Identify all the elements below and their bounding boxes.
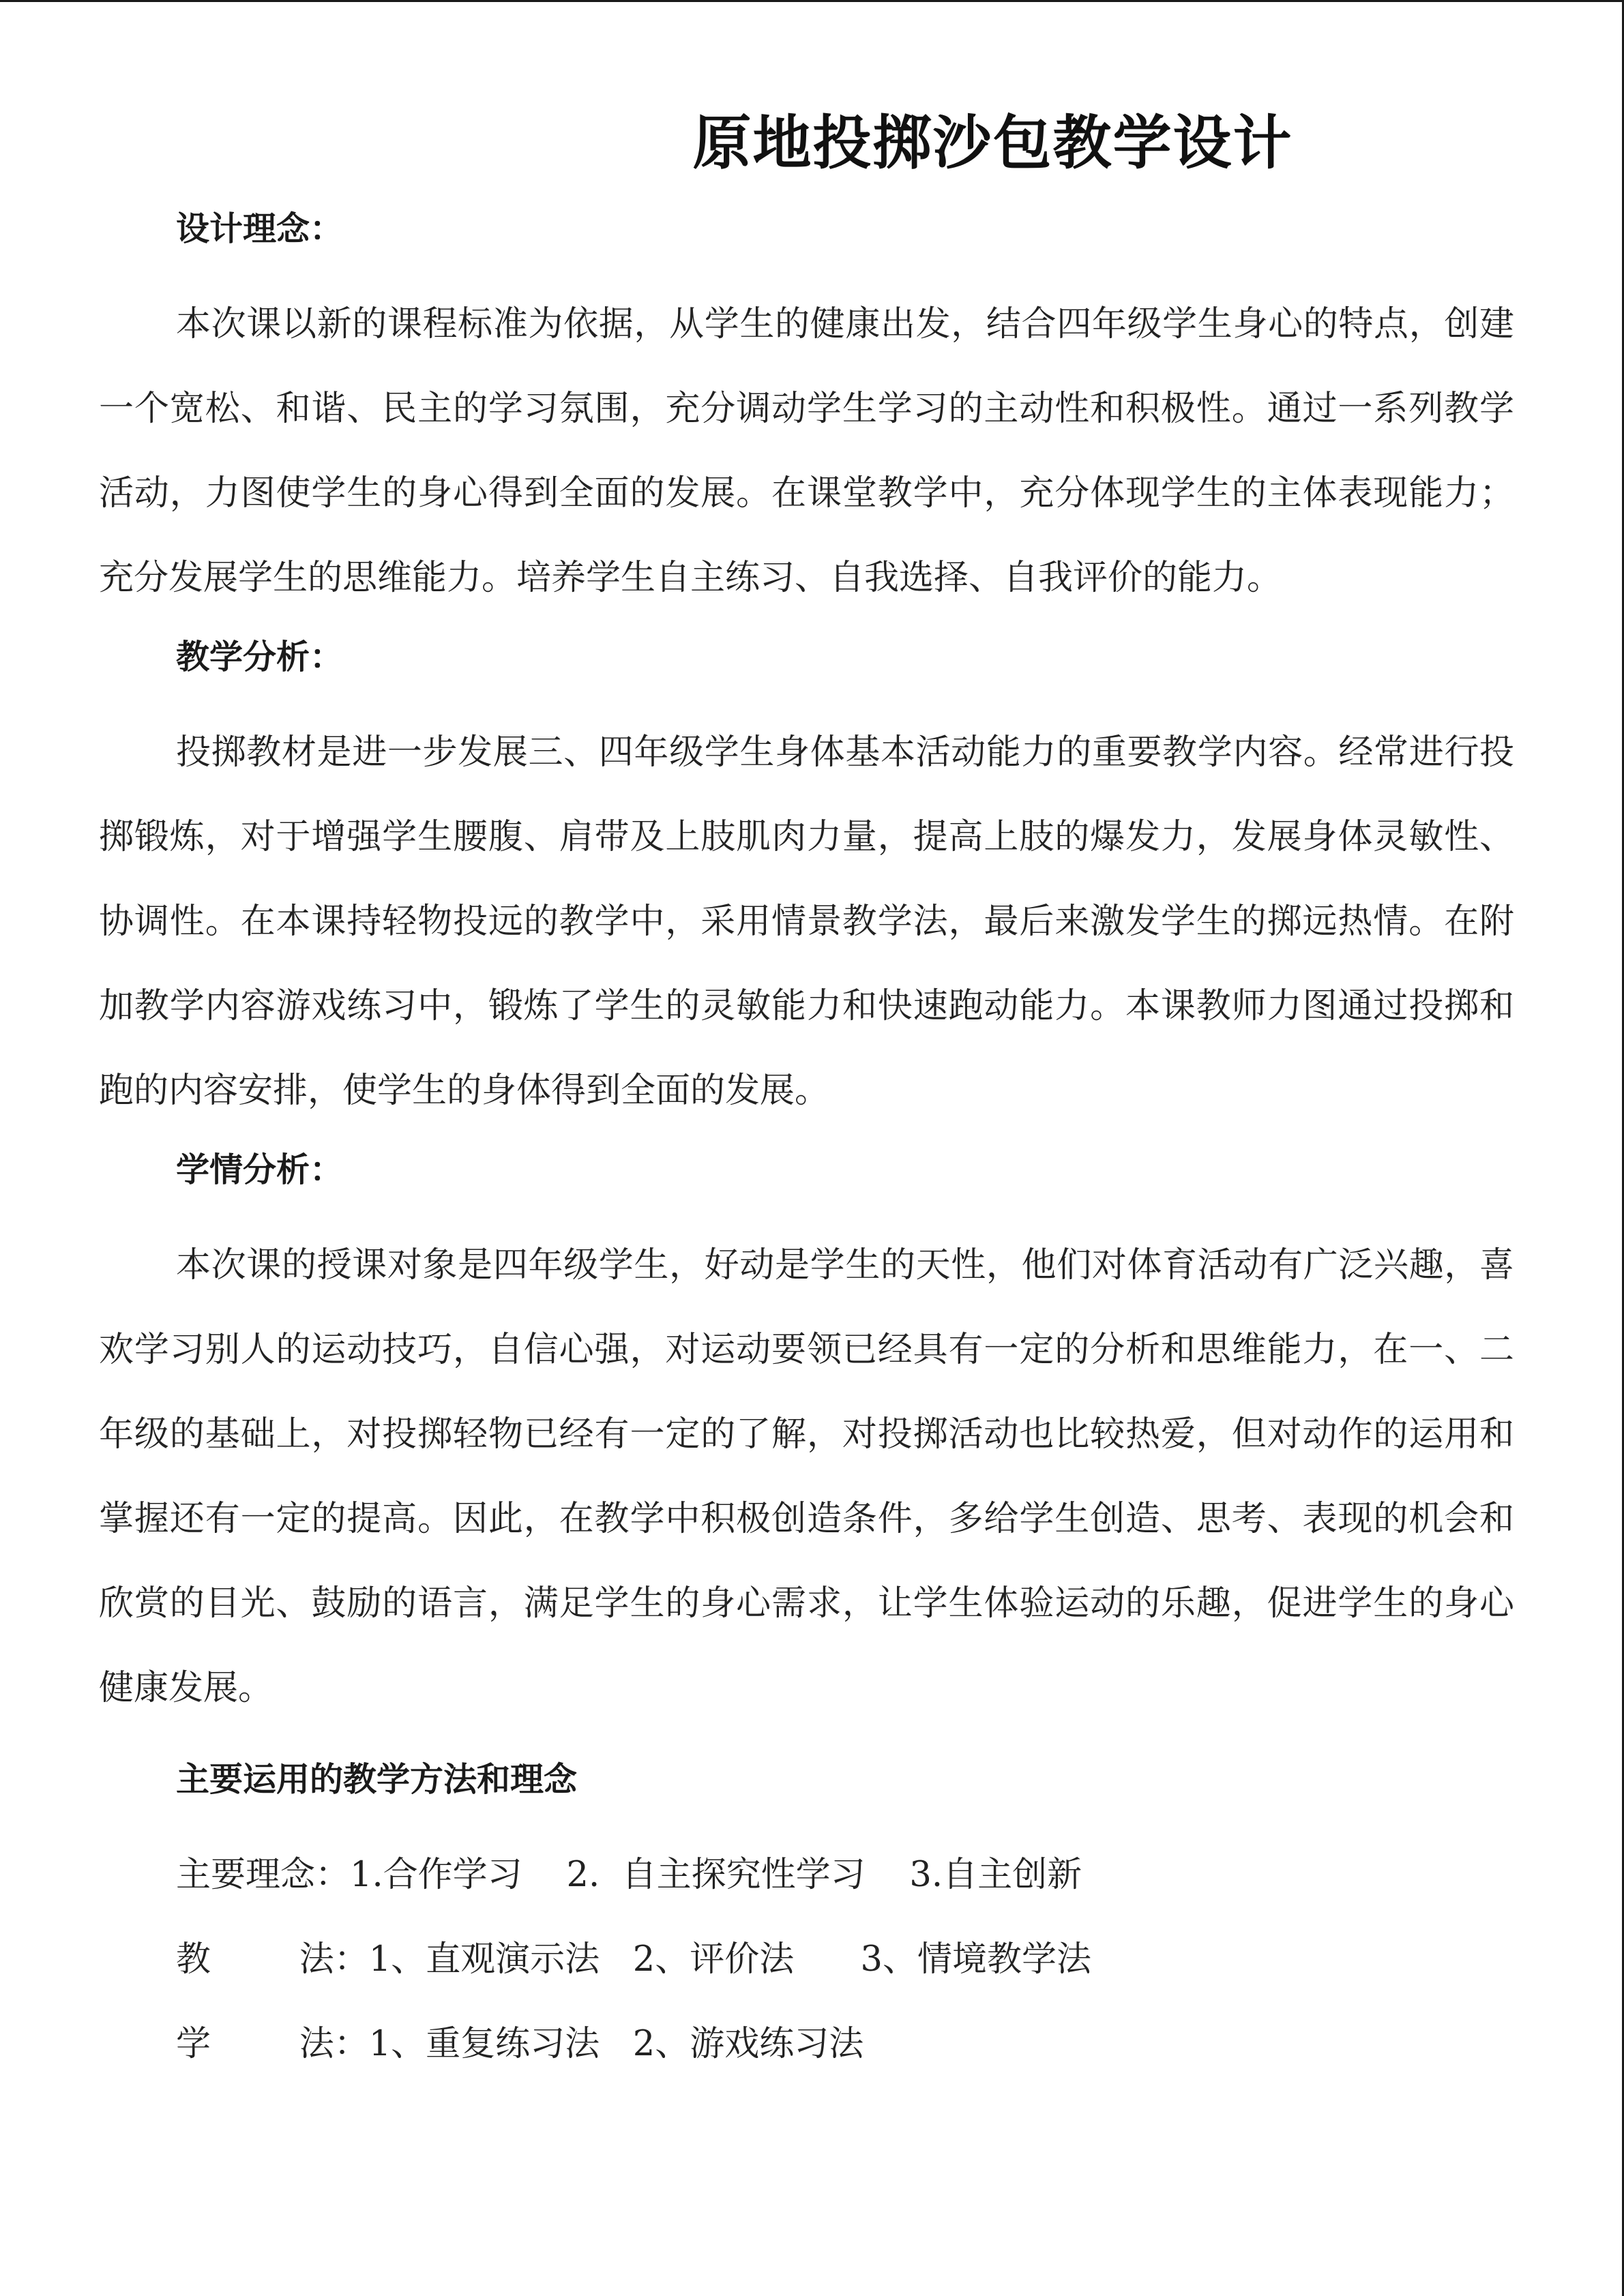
section-heading-methods: 主要运用的教学方法和理念 [176, 1759, 578, 1799]
page-border-top [0, 0, 1624, 2]
paragraph-student-analysis: 本次课的授课对象是四年级学生，好动是学生的天性，他们对体育活动有广泛兴趣，喜欢学习别人的运动技巧，自信心强，对运动要领已经具有一定的分析和思维能力，在一、二年级的基础上，对投掷轻物已经有一定的了解，对投掷活动也比较热爱，但对动作的运用和掌握还有一定的提高。因此，在教学中积极创造条件，多给学生创造、思考、表现的机会和欣赏的目光、鼓励的语言，满足学生的身心需求，让学生体验运动的乐趣，促进学生的身心健康发展。 [99, 1245, 1514, 1708]
section-heading-concept: 设计理念： [176, 209, 344, 248]
document-title: 原地投掷沙包教学设计 [692, 108, 1293, 177]
methods-concepts-line: 主要理念：1.合作学习 2. 自主探究性学习 3.自主创新 [176, 1855, 1082, 1895]
document-body [99, 198, 1514, 2087]
section-concept [99, 282, 1514, 621]
paragraph-teaching-analysis: 投掷教材是进一步发展三、四年级学生身体基本活动能力的重要教学内容。经常进行投掷锻炼，对于增强学生腰腹、肩带及上肢肌肉力量，提高上肢的爆发力，发展身体灵敏性、协调性。在本课持轻物投远的教学中，采用情景教学法，最后来激发学生的掷远热情。在附加教学内容游戏练习中，锻炼了学生的灵敏能力和快速跑动能力。本课教师力图通过投掷和跑的内容安排，使学生的身体得到全面的发展。 [99, 732, 1514, 1111]
paragraph-concept: 本次课以新的课程标准为依据，从学生的健康出发，结合四年级学生身心的特点，创建一个宽松、和谐、民主的学习氛围，充分调动学生学习的主动性和积极性。通过一系列教学活动，力图使学生的身心得到全面的发展。在课堂教学中，充分体现学生的主体表现能力；充分发展学生的思维能力。培养学生自主练习、自我选择、自我评价的能力。 [99, 304, 1514, 598]
section-heading-student-analysis: 学情分析： [176, 1150, 344, 1189]
section-teaching-analysis [99, 711, 1514, 1133]
section-student-analysis [99, 1223, 1514, 1731]
section-heading-teaching-analysis: 教学分析： [176, 637, 344, 676]
methods-learning-line: 学 法：1、重复练习法 2、游戏练习法 [176, 2024, 864, 2064]
methods-teaching-line: 教 法：1、直观演示法 2、评价法 3、情境教学法 [176, 1939, 1091, 1980]
